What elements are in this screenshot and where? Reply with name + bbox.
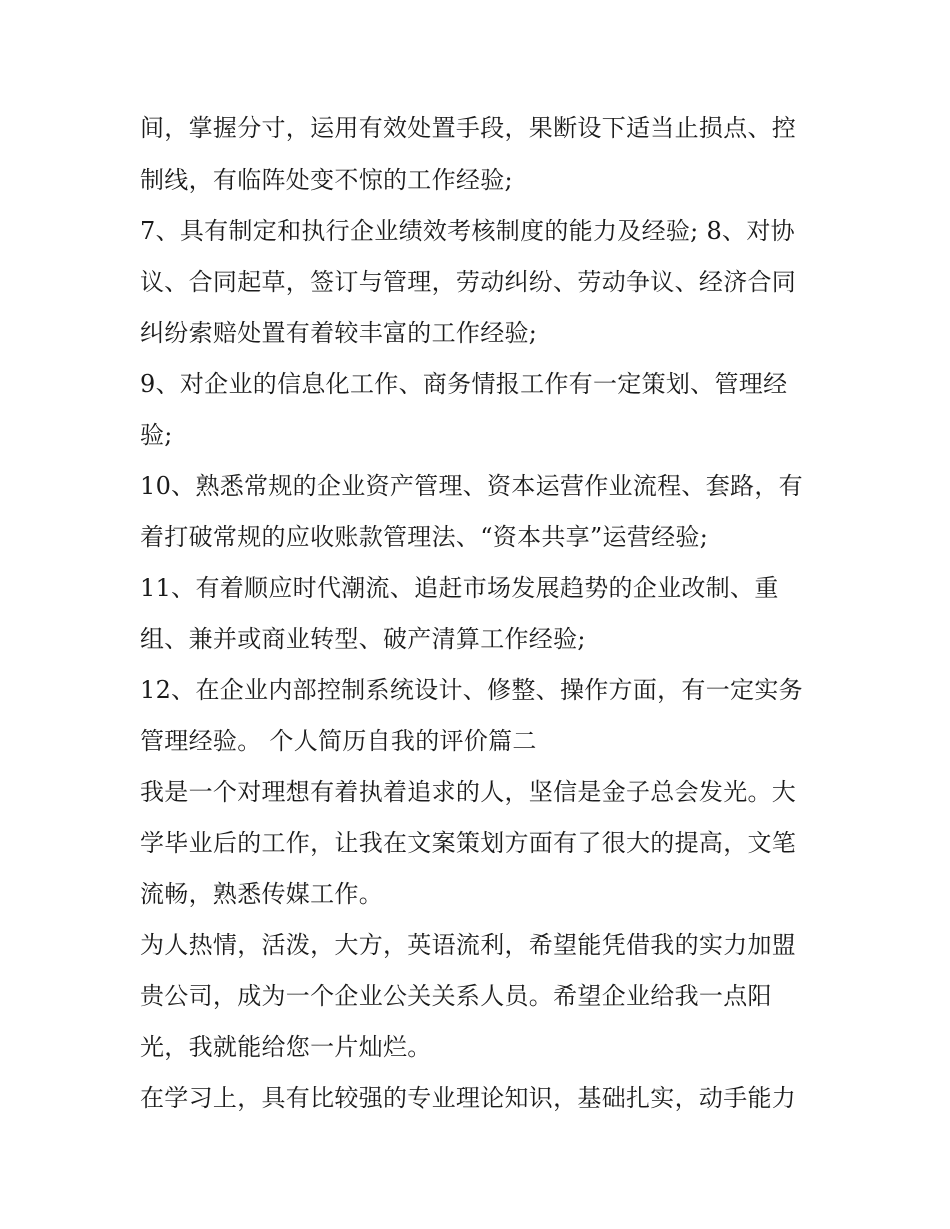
text-line: 11、有着顺应时代潮流、追赶市场发展趋势的企业改制、重	[140, 574, 779, 602]
text-line: 管理经验。 个人简历自我的评价篇二	[140, 727, 537, 755]
text-line: 7、具有制定和执行企业绩效考核制度的能力及经验; 8、对协	[140, 217, 795, 245]
text-line: 流畅，熟悉传媒工作。	[140, 880, 383, 908]
text-line: 组、兼并或商业转型、破产清算工作经验;	[140, 625, 586, 653]
text-line: 10、熟悉常规的企业资产管理、资本运营作业流程、套路，有	[140, 472, 803, 500]
text-line: 验;	[140, 421, 173, 449]
text-line: 贵公司，成为一个企业公关关系人员。希望企业给我一点阳	[140, 982, 772, 1010]
text-line: 纠纷索赔处置有着较丰富的工作经验;	[140, 319, 538, 347]
text-line: 议、合同起草，签订与管理，劳动纠纷、劳动争议、经济合同	[140, 268, 797, 296]
text-line: 为人热情，活泼，大方，英语流利，希望能凭借我的实力加盟	[140, 931, 797, 959]
text-line: 间，掌握分寸，运用有效处置手段，果断设下适当止损点、控	[140, 114, 797, 142]
text-line: 学毕业后的工作，让我在文案策划方面有了很大的提高，文笔	[140, 829, 797, 857]
text-line: 制线，有临阵处变不惊的工作经验;	[140, 166, 513, 194]
text-line: 我是一个对理想有着执着追求的人，坚信是金子总会发光。大	[140, 778, 797, 806]
text-line: 9、对企业的信息化工作、商务情报工作有一定策划、管理经	[140, 370, 788, 398]
text-line: 12、在企业内部控制系统设计、修整、操作方面，有一定实务	[140, 676, 803, 704]
text-line: 在学习上，具有比较强的专业理论知识，基础扎实，动手能力	[140, 1084, 797, 1112]
text-line: 光，我就能给您一片灿烂。	[140, 1033, 432, 1061]
text-line: 着打破常规的应收账款管理法、“资本共享”运营经验;	[140, 523, 709, 551]
